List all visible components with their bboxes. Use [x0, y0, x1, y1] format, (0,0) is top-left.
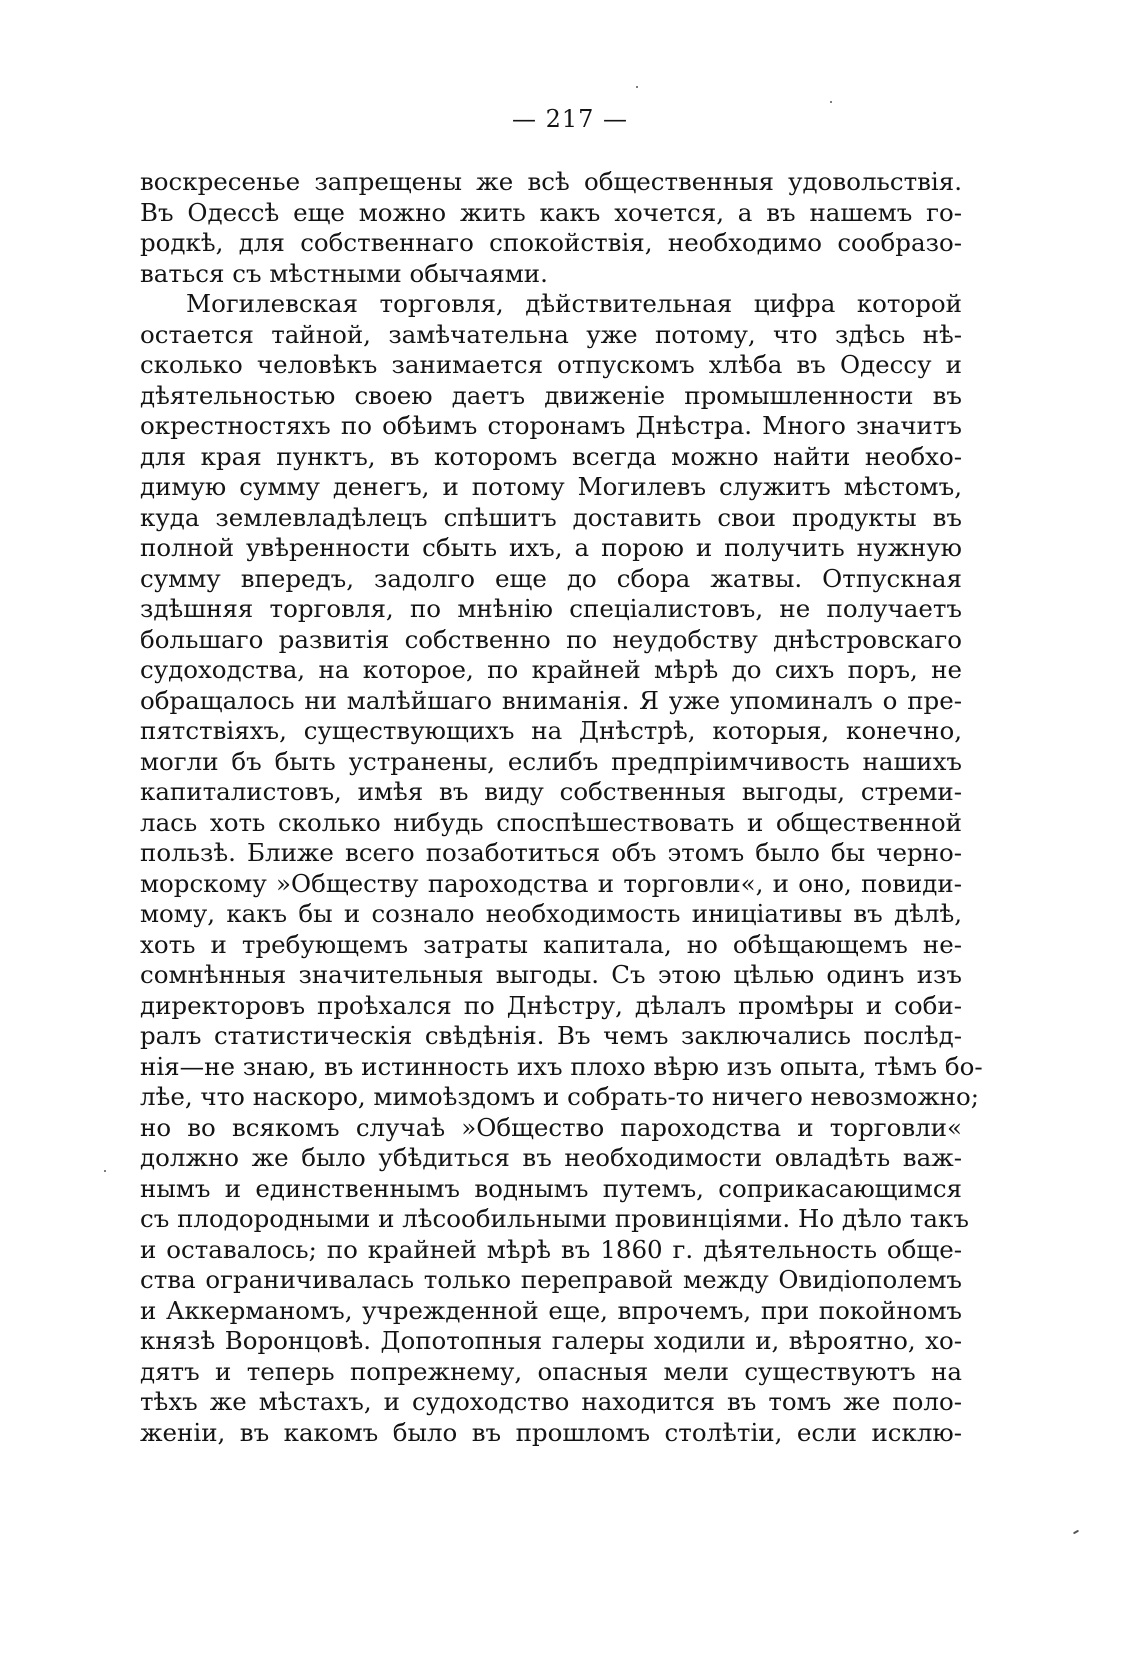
text-line: обращалось ни малѣйшаго вниманія. Я уже упоминалъ о пре- — [140, 685, 962, 715]
text-line: мому, какъ бы и сознало необходимость иниціативы въ дѣлѣ, — [140, 899, 962, 928]
text-line: полной увѣренности сбыть ихъ, а порою и получить нужную — [140, 533, 962, 562]
text-line: и оставалось; по крайней мѣрѣ въ 1860 г. дѣятельность обще- — [140, 1234, 962, 1264]
text-line: ваться съ мѣстными обычаями. — [140, 258, 548, 288]
scan-speck — [104, 1170, 106, 1172]
text-line: директоровъ проѣхался по Днѣстру, дѣлалъ промѣры и соби- — [140, 990, 962, 1020]
text-line: воскресенье запрещены же всѣ общественныя удовольствія. — [140, 167, 962, 196]
text-line: могли бъ быть устранены, еслибъ предпріимчивость нашихъ — [140, 746, 962, 776]
text-line: родкѣ, для собственнаго спокойствія, необходимо сообразо- — [140, 228, 962, 257]
text-line: морскому »Обществу пароходства и торговли«, и оно, повиди- — [140, 868, 962, 898]
text-line: остается тайной, замѣчательна уже потому, что здѣсь нѣ- — [140, 319, 962, 349]
page-number: — 217 — — [511, 105, 629, 133]
text-line: судоходства, на которое, по крайней мѣрѣ до сихъ поръ, не — [140, 655, 962, 684]
scan-speck — [1073, 1530, 1079, 1535]
text-line: димую сумму денегъ, и потому Могилевъ служитъ мѣстомъ, — [140, 472, 962, 501]
text-line: ралъ статистическія свѣдѣнія. Въ чемъ заключались послѣд- — [140, 1021, 962, 1050]
text-line: Могилевская торговля, дѣйствительная цифра которой — [186, 289, 962, 318]
text-line: дятъ и теперь попрежнему, опасныя мели существуютъ на — [140, 1356, 962, 1386]
text-line: куда землевладѣлецъ спѣшитъ доставить свои продукты въ — [140, 502, 962, 532]
text-line: хоть и требующемъ затраты капитала, но обѣщающемъ не- — [140, 929, 962, 959]
paragraph-2 — [140, 289, 983, 1448]
text-line: капиталистовъ, имѣя въ виду собственныя выгоды, стреми- — [140, 777, 962, 806]
text-line: лась хоть сколько нибудь споспѣшествовать и общественной — [140, 807, 962, 837]
text-line: сомнѣнныя значительныя выгоды. Съ этою цѣлью одинъ изъ — [140, 960, 962, 989]
text-line: но во всякомъ случаѣ »Общество пароходства и торговли« — [140, 1112, 962, 1142]
text-line: здѣшняя торговля, по мнѣнію спеціалистовъ, не получаетъ — [140, 594, 962, 623]
text-line: пользѣ. Ближе всего позаботиться объ этомъ было бы черно- — [140, 838, 962, 867]
text-line: нымъ и единственнымъ воднымъ путемъ, соприкасающимся — [140, 1173, 962, 1203]
text-line: съ плодородными и лѣсообильными провинціями. Но дѣло такъ — [140, 1204, 969, 1233]
text-line: для края пунктъ, въ которомъ всегда можно найти необхо- — [140, 441, 962, 471]
text-line: женіи, въ какомъ было въ прошломъ столѣтіи, если исклю- — [140, 1417, 962, 1447]
text-line: Въ Одессѣ еще можно жить какъ хочется, а въ нашемъ го- — [140, 197, 962, 227]
text-line: окрестностяхъ по обѣимъ сторонамъ Днѣстра. Много значитъ — [140, 411, 962, 440]
text-line: сумму впередъ, задолго еще до сбора жатвы. Отпускная — [140, 563, 962, 593]
text-line: дѣятельностью своею даетъ движеніе промышленности въ — [140, 380, 962, 410]
text-line: пятствіяхъ, существующихъ на Днѣстрѣ, которыя, конечно, — [140, 716, 962, 745]
text-line: лѣе, что наскоро, мимоѣздомъ и собрать-то ничего невозможно; — [140, 1082, 980, 1111]
body-text — [140, 167, 983, 1448]
text-line: нія—не знаю, въ истинность ихъ плохо вѣрю изъ опыта, тѣмъ бо- — [140, 1051, 983, 1081]
scan-speck — [830, 101, 832, 103]
text-line: должно же было убѣдиться въ необходимости овладѣть важ- — [140, 1143, 962, 1172]
paragraph-1 — [140, 167, 962, 289]
text-line: ства ограничивалась только переправой между Овидіополемъ — [140, 1265, 962, 1294]
text-line: сколько человѣкъ занимается отпускомъ хлѣба въ Одессу и — [140, 350, 962, 379]
text-line: и Аккерманомъ, учрежденной еще, впрочемъ, при покойномъ — [140, 1295, 962, 1325]
text-line: тѣхъ же мѣстахъ, и судоходство находится въ томъ же поло- — [140, 1387, 962, 1416]
scan-speck — [636, 86, 638, 88]
text-line: князѣ Воронцовѣ. Допотопныя галеры ходили и, вѣроятно, хо- — [140, 1326, 962, 1355]
text-line: большаго развитія собственно по неудобству днѣстровскаго — [140, 624, 962, 654]
